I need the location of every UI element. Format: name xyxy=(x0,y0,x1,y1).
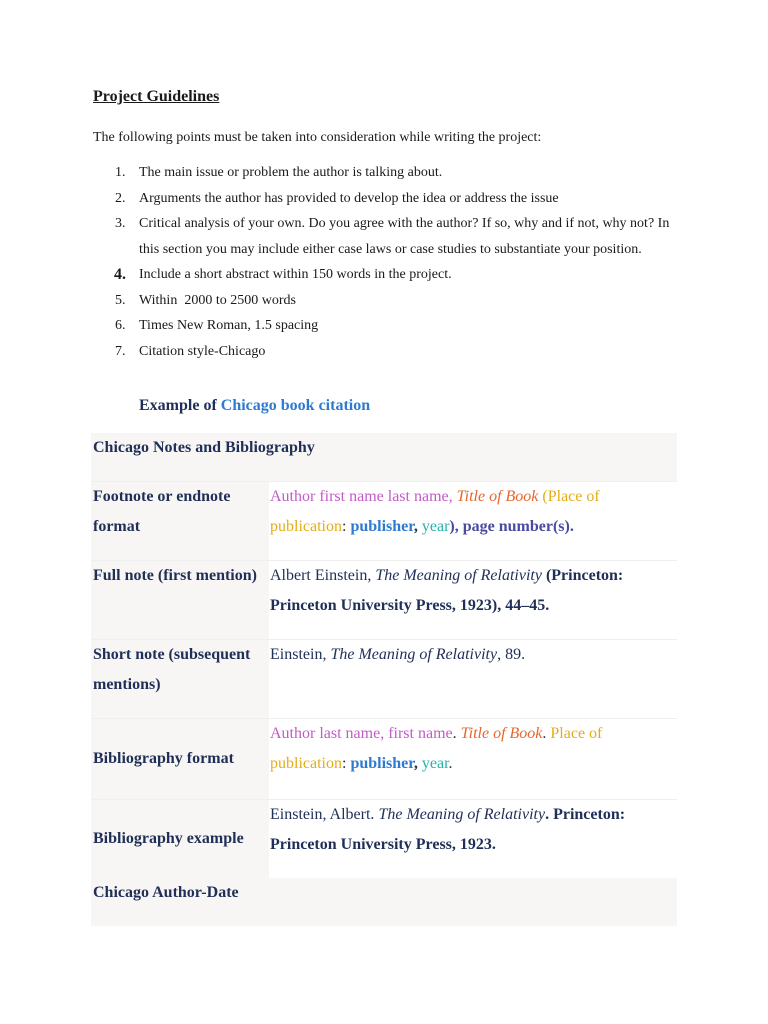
list-item: 1. The main issue or problem the author is talking about. xyxy=(115,165,443,180)
table-row: Full note (first mention) Albert Einstein, The Meaning of Relativity (Princeton: Princeton University Press, 1923), 44–45. xyxy=(91,561,677,640)
table-row: Short note (subsequent mentions) Einstein, The Meaning of Relativity, 89. xyxy=(91,640,677,719)
list-item: 4. Include a short abstract within 150 words in the project. xyxy=(114,266,452,283)
intro-text: The following points must be taken into consideration while writing the project: xyxy=(93,130,542,145)
table-row: Bibliography format Author last name, first name. Title of Book. Place of publication: publisher, year. xyxy=(91,719,677,800)
list-item: 5. Within 2000 to 2500 words xyxy=(115,292,296,308)
table-section-header: Chicago Notes and Bibliography xyxy=(91,433,677,482)
list-item: 6. Times New Roman, 1.5 spacing xyxy=(115,318,319,333)
page-title: Project Guidelines xyxy=(93,88,220,105)
list-item: 3. Critical analysis of your own. Do you agree with the author? If so, why and if not, why not? In this section you may include either case laws or case studies to substantiate your position. xyxy=(115,216,670,257)
table-row: Bibliography example Einstein, Albert. The Meaning of Relativity. Princeton: Princeton University Press, 1923. xyxy=(91,800,677,879)
list-item: 7. Citation style-Chicago xyxy=(115,343,266,359)
table-row: Footnote or endnote format Author first name last name, Title of Book (Place of publication: publisher, year), page number(s). xyxy=(91,482,677,561)
list-item: 2. Arguments the author has provided to develop the idea or address the issue xyxy=(115,190,559,206)
table-section-header: Chicago Author-Date xyxy=(91,878,677,926)
example-heading: Example of Chicago book citation xyxy=(139,397,371,414)
guidelines-list xyxy=(93,160,693,364)
chicago-citation-link[interactable]: Chicago book citation xyxy=(220,397,371,414)
citation-table xyxy=(91,433,677,926)
